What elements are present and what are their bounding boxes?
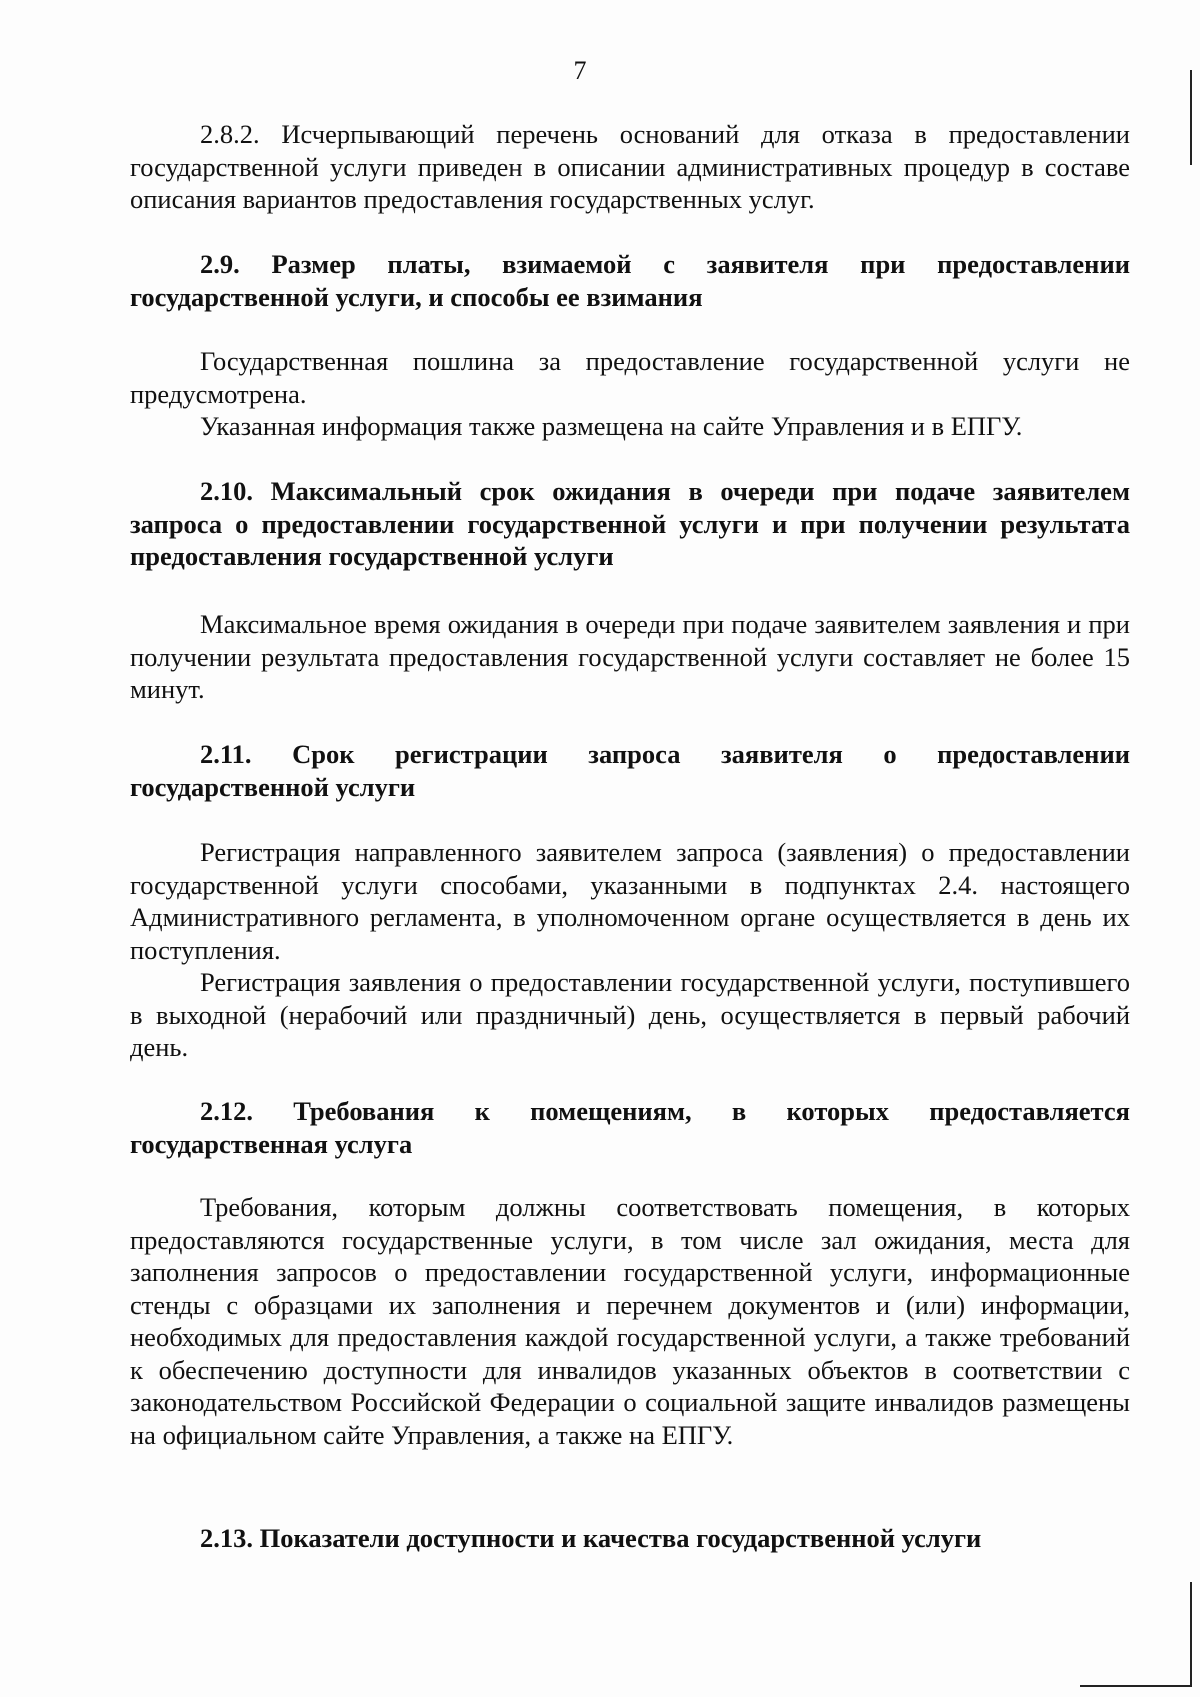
paragraph-2-8-2: 2.8.2. Исчерпывающий перечень оснований для отказа в предоставлении государственной услуги приведен в описании административных процедур в составе описания вариантов предоставления государственных услуг.: [130, 119, 1130, 214]
paragraph-2-11-holiday: Регистрация заявления о предоставлении государственной услуги, поступившего в выходной (нерабочий или праздничный) день, осуществляется в первый рабочий день.: [130, 967, 1130, 1062]
heading-2-13: 2.13. Показатели доступности и качества государственной услуги: [200, 1523, 982, 1553]
paragraph-2-11-registration: Регистрация направленного заявителем запроса (заявления) о предоставлении государственной услуги способами, указанными в подпунктах 2.4. настоящего Административного регламента, в уполномоченном органе осуществляется в день их поступления.: [130, 837, 1130, 965]
heading-2-12: 2.12. Требования к помещениям, в которых предоставляется государственная услуга: [130, 1096, 1130, 1159]
scan-edge-line-bottom: [1190, 1582, 1192, 1687]
paragraph-2-12-premises: Требования, которым должны соответствовать помещения, в которых предоставляются государственные услуги, в том числе зал ожидания, места для заполнения запросов о предоставлении государственной услуги, информационные стенды с образцами их заполнения и перечнем документов и (или) информации, необходимых для предоставления каждой государственной услуги, а также требований к обеспечению доступности для инвалидов указанных объектов в соответствии с законодательством Российской Федерации о социальной защите инвалидов размещены на официальном сайте Управления, а также на ЕПГУ.: [130, 1192, 1130, 1450]
heading-2-9: 2.9. Размер платы, взимаемой с заявителя при предоставлении государственной услуги, и способы ее взимания: [130, 249, 1130, 312]
paragraph-2-10-wait: Максимальное время ожидания в очереди при подаче заявителем заявления и при получении результата предоставления государственной услуги составляет не более 15 минут.: [130, 609, 1130, 704]
heading-2-10: 2.10. Максимальный срок ожидания в очереди при подаче заявителем запроса о предоставлении государственной услуги и при получении результата предоставления государственной услуги: [130, 476, 1130, 571]
paragraph-2-9-info: Указанная информация также размещена на сайте Управления и в ЕПГУ.: [200, 411, 1023, 441]
scan-edge-line-top: [1190, 70, 1192, 165]
heading-2-11: 2.11. Срок регистрации запроса заявителя о предоставлении государственной услуги: [130, 739, 1130, 802]
scan-corner-line: [1080, 1685, 1192, 1687]
paragraph-2-9-fee: Государственная пошлина за предоставление государственной услуги не предусмотрена.: [130, 346, 1130, 409]
page-number: 7: [573, 56, 587, 85]
